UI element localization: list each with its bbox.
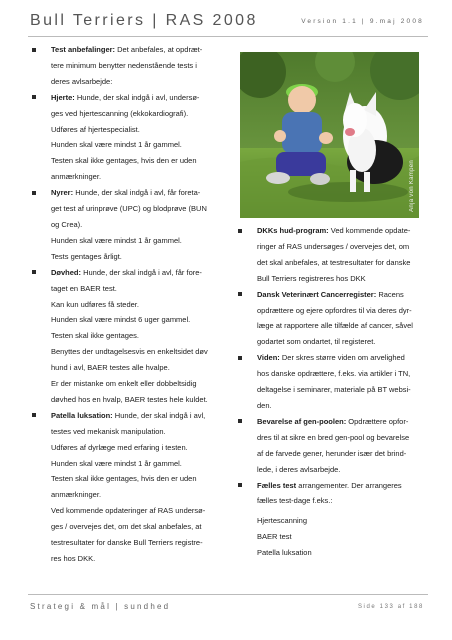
item-text: lede, i deres avlsarbejde. — [257, 464, 341, 474]
bullet-square-icon — [238, 356, 242, 360]
child-with-bull-terrier-photo — [240, 52, 419, 218]
test-list-item: BAER test — [257, 532, 292, 542]
item-text: Hunde, der skal indgå i avl, — [114, 410, 206, 420]
bullet-square-icon — [238, 229, 242, 233]
item-text: deltagelse i seminarer, materiale på BT websi- — [257, 385, 411, 395]
item-text: Ved kommende opdate- — [330, 226, 411, 235]
item-title: Fælles test — [257, 480, 297, 490]
document-title: Bull Terriers | RAS 2008 — [30, 12, 258, 29]
bullet-square-icon — [238, 292, 242, 296]
item-text: taget en BAER test. — [51, 283, 117, 293]
test-list-item: Hjertescanning — [257, 516, 308, 526]
item-title: Bevarelse af gen-poolen: — [257, 416, 347, 426]
header-divider — [28, 36, 428, 37]
bullet-square-icon — [238, 483, 242, 487]
bullet-doevhed — [30, 265, 218, 408]
bullet-hjerte — [30, 90, 218, 185]
item-text: af de farvede gener, herunder især det brind- — [257, 448, 407, 458]
item-text: testes ved mekanisk manipulation. — [51, 426, 166, 436]
item-text: Testen skal ikke gentages. — [51, 331, 139, 341]
item-text: Testen skal ikke gentages, hvis den er uden — [51, 156, 197, 166]
item-text: Kan kun udføres få steder. — [51, 299, 139, 309]
bullet-viden — [236, 350, 420, 414]
item-text: godartet som ondartet, til registeret. — [257, 337, 376, 347]
item-title: Døvhed: — [51, 267, 81, 277]
item-text: døvhed hos en hvalp, BAER testes hele kuldet. — [51, 394, 208, 404]
version-label: Version 1.1 | 9.maj 2008 — [301, 18, 424, 25]
bullet-square-icon — [238, 419, 242, 423]
item-text: den. — [257, 400, 272, 410]
left-column — [30, 42, 218, 567]
bullet-dkks-hud-program — [236, 223, 420, 287]
test-list-item: Patella luksation — [257, 548, 312, 558]
item-text: fælles test-dage f.eks.: — [257, 496, 333, 506]
item-title: Test anbefalinger: — [51, 45, 116, 54]
item-text: Hunden skal være mindst 6 uger gammel. — [51, 315, 191, 325]
item-text: testresultater for danske Bull Terriers registre- — [51, 538, 203, 548]
item-text: Er der mistanke om enkelt eller dobbeltsidig — [51, 379, 197, 389]
item-text: Udføres af dyrlæge med erfaring i testen. — [51, 442, 188, 452]
item-text: Hunden skal være mindst 1 år gammel. — [51, 140, 182, 150]
item-title: Viden: — [257, 353, 280, 363]
item-text: anmærkninger. — [51, 172, 102, 182]
item-text: Racens — [378, 289, 404, 299]
item-text: deres avlsarbejde: — [51, 76, 113, 86]
item-text: Bull Terriers registreres hos DKK — [257, 273, 366, 283]
bullet-test-anbefalinger — [30, 42, 218, 90]
item-title: Nyrer: — [51, 188, 74, 198]
item-text: anmærkninger. — [51, 490, 102, 500]
item-text: ges ved hjertescanning (ekkokardiografi). — [51, 108, 189, 118]
bullet-nyrer — [30, 185, 218, 265]
item-text: tere minimum benytter nedenstående tests i — [51, 60, 197, 70]
footer-divider — [28, 594, 428, 595]
item-text: get test af urinprøve (UPC) og blodprøve (BUN — [51, 204, 207, 214]
item-text: Hunden skal være mindst 1 år gammel. — [51, 458, 182, 468]
bullet-square-icon — [32, 95, 36, 99]
item-title: Dansk Veterinært Cancerregister: — [257, 289, 377, 299]
item-text: Det anbefales, at opdræt- — [117, 45, 203, 54]
item-text: Der skres større viden om arvelighed — [281, 353, 405, 363]
right-column — [236, 223, 420, 561]
item-text: Benyttes der undtagelsesvis en enkeltsidet døv — [51, 347, 208, 357]
bullet-patella-luksation — [30, 408, 218, 567]
item-text: Opdrættere opfor- — [348, 416, 409, 426]
item-title: Patella luksation: — [51, 410, 113, 420]
item-text: opdrættere og ejere opfordres til via deres dyr- — [257, 305, 412, 315]
photo-credit: Anja von Kampen — [409, 160, 415, 212]
item-text: Udføres af hjertespecialist. — [51, 124, 140, 134]
test-day-list — [236, 513, 420, 561]
item-title: Hjerte: — [51, 92, 75, 102]
item-text: Tests gentages årligt. — [51, 251, 122, 261]
item-text: Ved kommende opdateringer af RAS undersø- — [51, 506, 206, 516]
section-label: Strategi & mål | sundhed — [30, 602, 171, 611]
bullet-gen-pool — [236, 414, 420, 478]
bullet-square-icon — [32, 48, 36, 52]
item-text: hund i avl, BAER testes alle hvalpe. — [51, 363, 170, 373]
item-text: Hunde, der skal indgå i avl, får foreta- — [75, 188, 201, 198]
item-text: det skal anbefales, at testresultater for danske — [257, 257, 411, 267]
item-text: Hunde, der skal indgå i avl, undersø- — [76, 92, 200, 102]
bullet-square-icon — [32, 413, 36, 417]
item-text: res hos DKK. — [51, 554, 96, 563]
item-text: Testen skal ikke gentages, hvis den er uden — [51, 474, 197, 484]
bullet-faelles-test — [236, 478, 420, 510]
item-text: Hunde, der skal indgå i avl, får fore- — [83, 267, 202, 277]
item-text: hos danske opdrættere, f.eks. via artikler i TN, — [257, 369, 411, 379]
bullet-square-icon — [32, 191, 36, 195]
item-title: DKKs hud-program: — [257, 226, 329, 235]
item-text: dres til at sikre en bred gen-pool og bevarelse — [257, 432, 410, 442]
page-number: Side 133 af 188 — [357, 604, 424, 610]
item-text: ringer af RAS undersøges / overvejes det, om — [257, 241, 410, 251]
item-text: arrangementer. Der arrangeres — [298, 480, 402, 490]
bullet-square-icon — [32, 270, 36, 274]
photo-illustration — [240, 52, 419, 218]
item-text: ges / overvejes det, om det skal anbefales, at — [51, 522, 202, 532]
item-text: og Crea). — [51, 219, 83, 229]
bullet-cancerregister — [236, 287, 420, 351]
item-text: Hunden skal være mindst 1 år gammel. — [51, 235, 182, 245]
item-text: læge at rapportere alle tilfælde af cancer, såvel — [257, 321, 413, 331]
